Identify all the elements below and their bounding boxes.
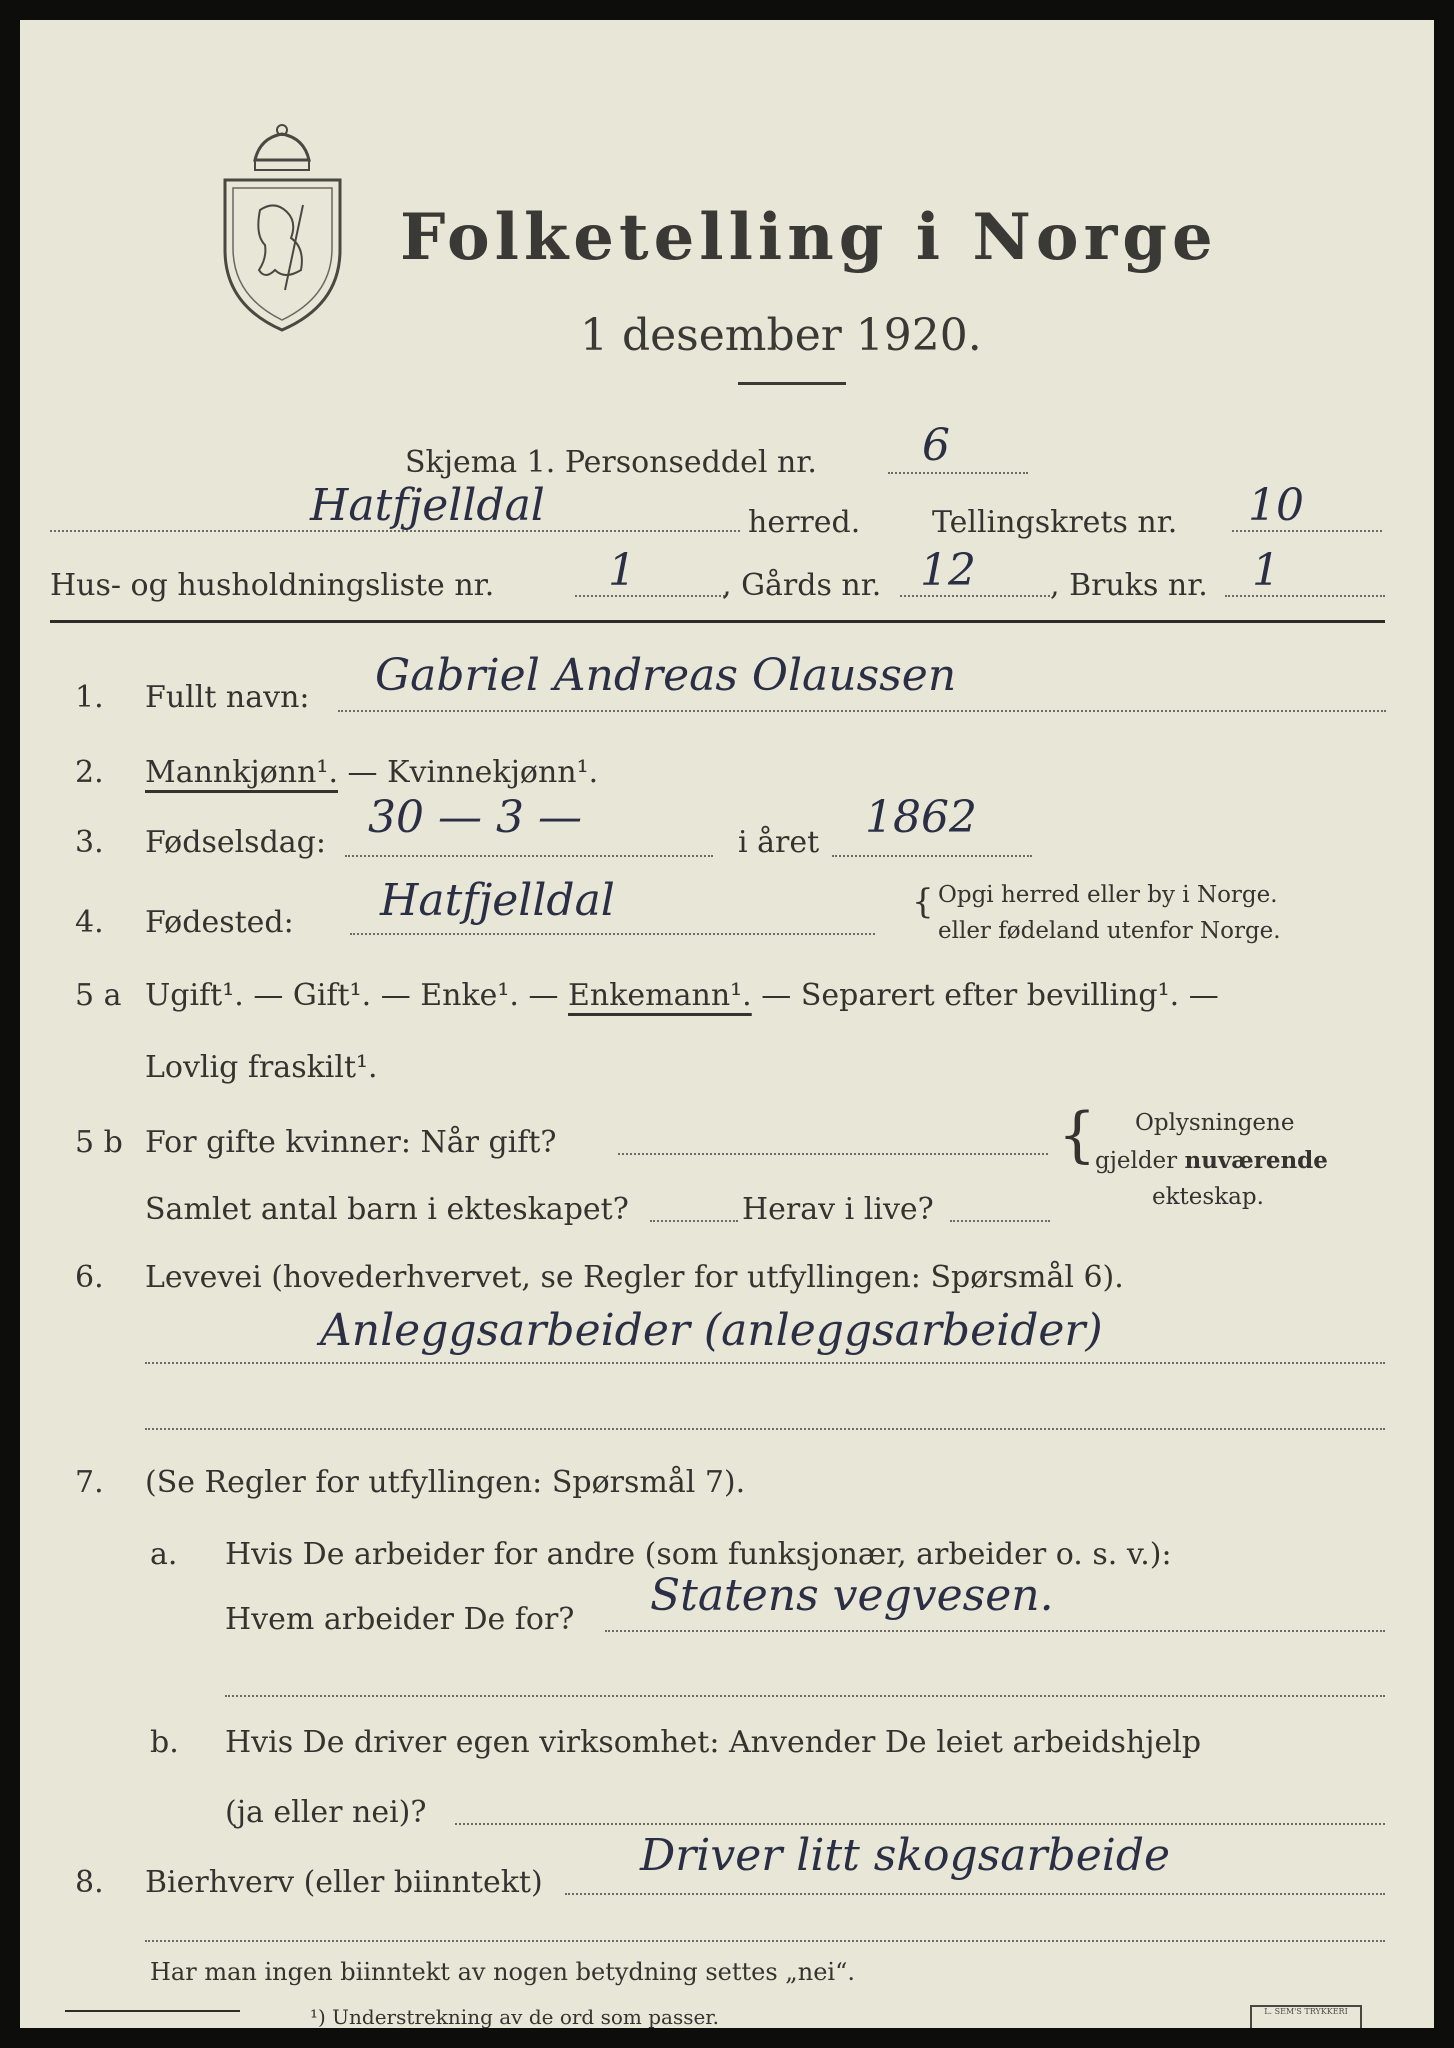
q4-note-1: Opgi herred eller by i Norge. <box>938 882 1278 908</box>
printer-stamp: L. SEM'S TRYKKERI <box>1250 2005 1362 2028</box>
q5a-enkemann: Enkemann¹. <box>568 978 752 1013</box>
q7a-value: Statens vegvesen. <box>650 1570 1054 1621</box>
q7a-dots-1 <box>605 1630 1385 1632</box>
form-title: Folketelling i Norge <box>400 200 1218 275</box>
q6-label: Levevei (hovederhvervet, se Regler for utfyllingen: Spørsmål 6). <box>145 1260 1124 1295</box>
schema-label: Skjema 1. Personseddel nr. <box>405 445 817 480</box>
hus-value: 1 <box>608 545 636 596</box>
gards-label: , Gårds nr. <box>722 568 882 603</box>
title-divider <box>738 382 846 385</box>
q3-year-label: i året <box>738 825 820 860</box>
q5b-label-3: Herav i live? <box>742 1192 934 1227</box>
q1-label: Fullt navn: <box>145 680 310 715</box>
q7b-letter: b. <box>150 1725 179 1760</box>
q5a-options <box>145 978 1219 1013</box>
q3-label: Fødselsdag: <box>145 825 326 860</box>
q3-year-value: 1862 <box>865 792 977 843</box>
schema-value: 6 <box>922 420 950 471</box>
hus-dots <box>575 595 725 597</box>
norwegian-coat-of-arms-icon <box>215 120 350 335</box>
bruks-value: 1 <box>1252 545 1280 596</box>
bruks-label: , Bruks nr. <box>1050 568 1208 603</box>
q2-number: 2. <box>75 755 104 790</box>
q5b-dots-1 <box>618 1153 1048 1155</box>
herred-value: Hatfjelldal <box>310 480 545 531</box>
q5b-label-1: For gifte kvinner: Når gift? <box>145 1125 557 1160</box>
q2-sep: — <box>338 755 388 790</box>
q7b-text: Hvis De driver egen virksomhet: Anvender De leiet arbeidshjelp <box>225 1725 1202 1760</box>
census-form <box>20 20 1434 2028</box>
q8-value: Driver litt skogsarbeide <box>640 1830 1171 1881</box>
q1-value: Gabriel Andreas Olaussen <box>375 650 957 701</box>
q5a-line2: Lovlig fraskilt¹. <box>145 1050 378 1085</box>
q5a-line1-a: Ugift¹. — Gift¹. — Enke¹. — <box>145 978 559 1013</box>
q7a-text: Hvis De arbeider for andre (som funksjonær, arbeider o. s. v.): <box>225 1537 1172 1572</box>
q2-male: Mannkjønn¹. <box>145 755 338 790</box>
q8-label: Bierhverv (eller biinntekt) <box>145 1865 543 1900</box>
q4-dots <box>350 933 875 935</box>
q5a-line1-b: — Separert efter bevilling¹. — <box>761 978 1219 1013</box>
schema-dots <box>888 472 1028 474</box>
herred-label: herred. <box>748 505 861 540</box>
q5b-note-1: Oplysningene <box>1135 1110 1295 1136</box>
q5b-dots-2 <box>650 1220 738 1222</box>
q8-dots-2 <box>145 1940 1385 1942</box>
hus-label: Hus- og husholdningsliste nr. <box>50 568 495 603</box>
q3-value: 30 — 3 — <box>368 792 582 843</box>
q5a-number: 5 a <box>75 978 122 1013</box>
q3-number: 3. <box>75 825 104 860</box>
q7b-dots <box>455 1823 1385 1825</box>
q4-value: Hatfjelldal <box>380 875 615 926</box>
gards-value: 12 <box>920 545 976 596</box>
q6-dots-2 <box>145 1428 1385 1430</box>
q3-year-dots <box>832 855 1032 857</box>
krets-value: 10 <box>1248 480 1304 531</box>
footer-note: Har man ingen biinntekt av nogen betydning settes „nei“. <box>150 1958 855 1986</box>
q5b-dots-3 <box>950 1220 1050 1222</box>
q5b-note-2: gjelder nuværende <box>1095 1147 1328 1174</box>
footnote: ¹) Understrekning av de ord som passer. <box>310 2005 720 2028</box>
q7-label: (Se Regler for utfyllingen: Spørsmål 7). <box>145 1465 746 1500</box>
q8-number: 8. <box>75 1865 104 1900</box>
q7a-question: Hvem arbeider De for? <box>225 1602 575 1637</box>
q2-female: Kvinnekjønn¹. <box>387 755 599 790</box>
q7a-letter: a. <box>150 1537 178 1572</box>
q6-value: Anleggsarbeider (anleggsarbeider) <box>320 1305 1103 1356</box>
footnote-rule <box>65 2010 240 2012</box>
q7-number: 7. <box>75 1465 104 1500</box>
q2-options <box>145 755 598 790</box>
header-separator <box>50 620 1385 623</box>
q1-dots <box>338 710 1386 712</box>
q5b-note-3: ekteskap. <box>1152 1184 1264 1210</box>
q7b-question: (ja eller nei)? <box>225 1795 427 1830</box>
q5b-label-2: Samlet antal barn i ekteskapet? <box>145 1192 629 1227</box>
census-date: 1 desember 1920. <box>580 310 982 361</box>
q7a-dots-2 <box>225 1695 1385 1697</box>
q8-dots <box>565 1893 1385 1895</box>
q6-dots-1 <box>145 1362 1385 1364</box>
q5b-number: 5 b <box>75 1125 123 1160</box>
q4-brace: { <box>912 882 934 922</box>
bruks-dots <box>1225 595 1385 597</box>
krets-label: Tellingskrets nr. <box>932 505 1178 540</box>
q1-number: 1. <box>75 680 104 715</box>
q4-note-2: eller fødeland utenfor Norge. <box>938 918 1281 944</box>
q6-number: 6. <box>75 1260 104 1295</box>
q4-number: 4. <box>75 905 104 940</box>
q3-dots <box>345 855 713 857</box>
q5b-brace: { <box>1058 1100 1097 1170</box>
q4-label: Fødested: <box>145 905 294 940</box>
